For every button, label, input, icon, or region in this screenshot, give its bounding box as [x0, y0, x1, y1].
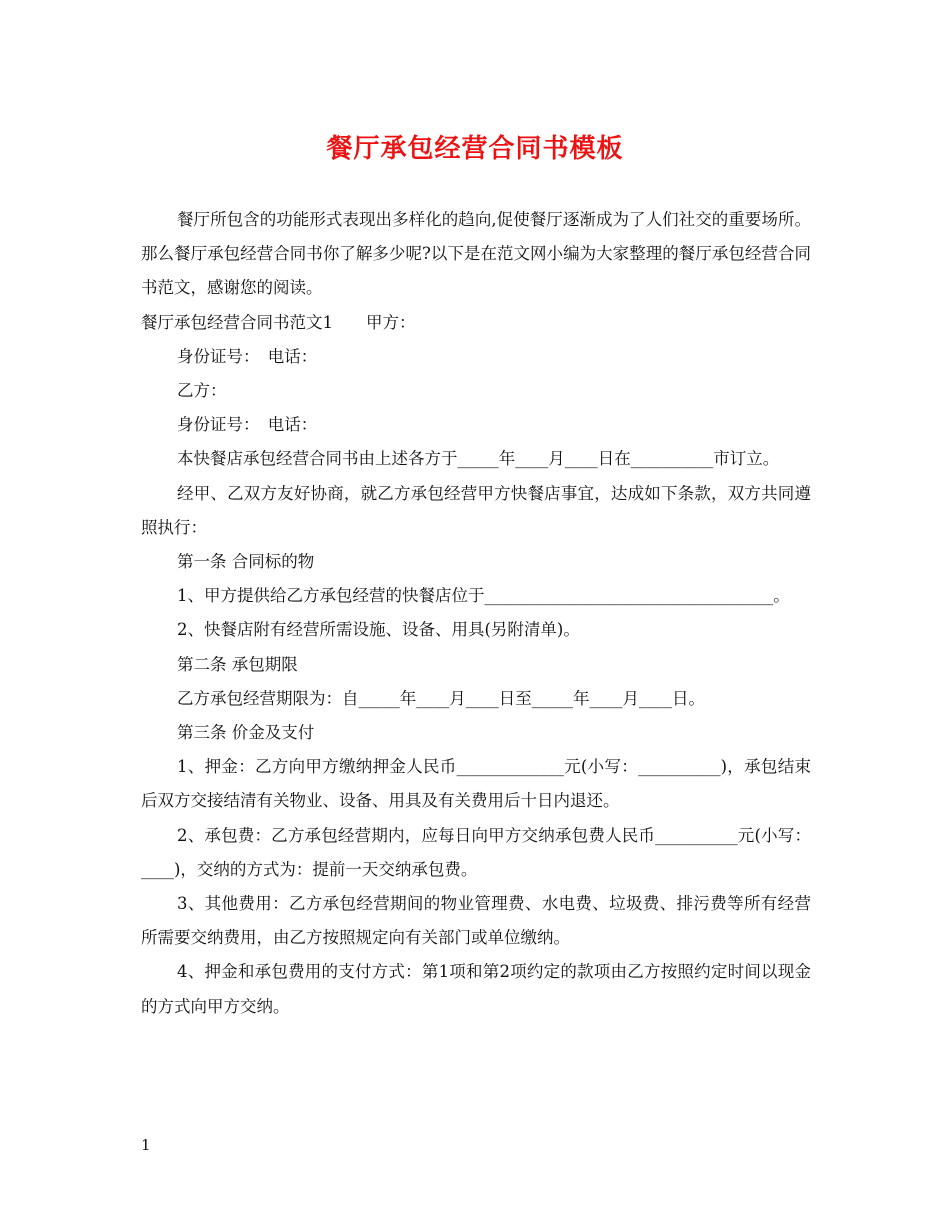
paragraph-signing: 本快餐店承包经营合同书由上述各方于_____年____月____日在__________市订立。 [177, 449, 780, 469]
paragraph-party-b-id: 身份证号： 电话： [177, 415, 318, 435]
article-1-item-1: 1、甲方提供给乙方承包经营的快餐店位于___________________________________。 [177, 586, 790, 606]
article-3-item-3: 3、其他费用：乙方承包经营期间的物业管理费、水电费、垃圾费、排污费等所有经营所需要交纳费用，由乙方按照规定向有关部门或单位缴纳。 [141, 894, 811, 948]
article-2-term: 乙方承包经营期限为：自_____年____月____日至_____年____月____日。 [177, 688, 705, 708]
article-3-item-4: 4、押金和承包费用的支付方式：第1项和第2项约定的款项由乙方按照约定时间以现金的方式向甲方交纳。 [141, 962, 811, 1016]
article-3-item-1: 1、押金：乙方向甲方缴纳押金人民币_____________元(小写：__________)，承包结束后双方交接结清有关物业、设备、用具及有关费用后十日内退还。 [141, 757, 811, 811]
article-1-item-2: 2、快餐店附有经营所需设施、设备、用具(另附清单)。 [177, 620, 580, 640]
paragraph-intro: 餐厅所包含的功能形式表现出多样化的趋向,促使餐厅逐渐成为了人们社交的重要场所。那么餐厅承包经营合同书你了解多少呢?以下是在范文网小编为大家整理的餐厅承包经营合同书范文，感谢您的阅读。 [141, 210, 811, 298]
document-title: 餐厅承包经营合同书模板 [326, 134, 624, 164]
paragraph-sample-heading: 餐厅承包经营合同书范文1 甲方： [141, 312, 416, 332]
paragraph-party-a-id: 身份证号： 电话： [177, 346, 318, 366]
article-1-heading: 第一条 合同标的物 [177, 552, 315, 572]
document-body [141, 203, 811, 1024]
article-3-heading: 第三条 价金及支付 [177, 723, 315, 743]
page-number: 1 [141, 1136, 151, 1154]
article-2-heading: 第二条 承包期限 [177, 654, 298, 674]
article-3-item-2: 2、承包费：乙方承包经营期内，应每日向甲方交纳承包费人民币__________元(小写：____)，交纳的方式为：提前一天交纳承包费。 [141, 825, 811, 879]
paragraph-agreement: 经甲、乙双方友好协商，就乙方承包经营甲方快餐店事宜，达成如下条款，双方共同遵照执行： [141, 483, 811, 537]
paragraph-party-b: 乙方： [177, 381, 227, 401]
